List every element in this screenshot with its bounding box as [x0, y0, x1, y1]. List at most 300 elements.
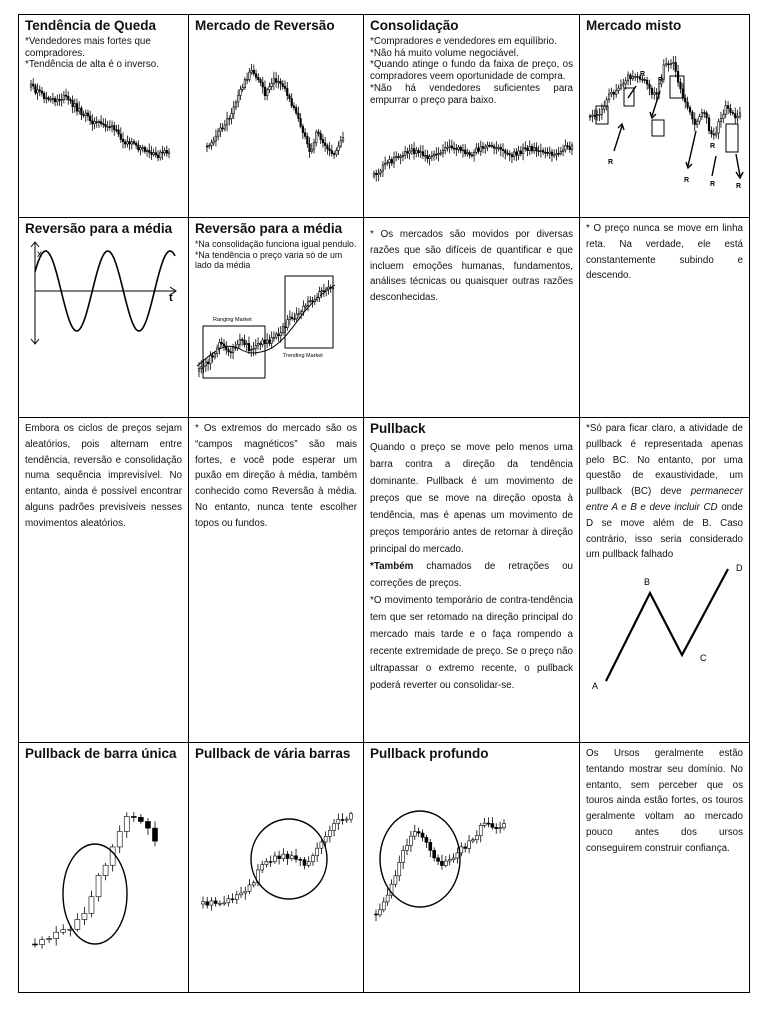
candle-body	[56, 99, 58, 101]
candle-body	[739, 113, 741, 116]
candle-body	[601, 109, 603, 114]
cell-pullback-varias	[189, 743, 364, 993]
candle-body	[350, 814, 353, 819]
candle-body	[402, 156, 404, 157]
candle-body	[480, 147, 482, 152]
candle-body	[65, 95, 67, 96]
candle-body	[265, 861, 268, 864]
candle-body	[111, 125, 113, 126]
downtrend-chart	[25, 71, 175, 191]
candle-body	[442, 151, 444, 154]
candle-body	[232, 347, 234, 352]
candle-body	[124, 816, 129, 831]
candle-body	[105, 124, 107, 126]
candle-body	[39, 90, 41, 91]
candle-body	[433, 850, 436, 857]
candle-body	[618, 88, 620, 90]
candle-body	[437, 858, 440, 861]
candle-body	[222, 128, 224, 129]
candle-body	[316, 848, 319, 855]
candle-body	[30, 84, 32, 87]
candle-body	[420, 152, 422, 153]
cell-title: Mercado de Reversão	[195, 18, 335, 33]
candle-body	[264, 87, 266, 96]
candle-body	[273, 79, 275, 84]
label-c: C	[700, 653, 707, 664]
candle-body	[433, 155, 435, 157]
point-label-r: R	[736, 183, 742, 190]
candle-body	[727, 106, 729, 109]
candle-body	[435, 155, 437, 156]
candle-body	[487, 146, 489, 148]
candle-body	[140, 148, 142, 150]
candle-body	[389, 160, 391, 163]
candle-body	[732, 113, 734, 114]
candle-body	[138, 817, 143, 821]
candle-body	[260, 343, 262, 344]
candle-body	[632, 76, 634, 78]
candle-body	[440, 861, 443, 865]
candle-body	[384, 164, 386, 166]
candle-body	[227, 899, 230, 903]
candle-body	[124, 142, 126, 144]
candle-body	[295, 108, 297, 113]
highlight-circle	[251, 819, 327, 899]
candle-body	[257, 343, 259, 345]
candle-body	[278, 333, 280, 335]
candle-body	[677, 71, 679, 82]
candle-body	[280, 81, 282, 84]
candle-body	[295, 856, 298, 860]
candle-body	[536, 148, 538, 151]
candle-body	[713, 134, 715, 135]
candle-body	[309, 144, 311, 152]
candle-body	[275, 333, 277, 336]
candle-body	[673, 63, 675, 64]
candle-body	[425, 837, 428, 842]
candle-body	[109, 126, 111, 127]
candle-body	[282, 84, 284, 87]
candle-body	[127, 141, 129, 143]
candle-body	[231, 114, 233, 119]
candle-body	[219, 342, 221, 348]
candle-body	[269, 861, 272, 862]
candle-body	[520, 151, 522, 154]
candle-body	[527, 148, 529, 151]
text: chamados de retrações ou correções de preços.	[370, 561, 573, 589]
candle-body	[96, 121, 98, 122]
candle-body	[540, 151, 542, 152]
candle-body	[703, 113, 705, 114]
candle-body	[253, 70, 255, 73]
candle-body	[85, 113, 87, 115]
candle-body	[266, 90, 268, 96]
candle-body	[41, 91, 43, 93]
point-label-r: R	[710, 143, 716, 150]
candle-body	[221, 342, 223, 344]
candle-body	[378, 910, 381, 915]
candle-body	[327, 146, 329, 149]
candle-body	[244, 340, 246, 345]
candle-body	[429, 842, 432, 850]
candle-body	[478, 148, 480, 151]
candle-body	[286, 854, 289, 858]
candle-body	[460, 148, 462, 151]
candle-body	[235, 347, 237, 348]
candle-body	[394, 876, 397, 884]
sine-wave-chart	[25, 239, 183, 349]
candle-body	[50, 99, 52, 100]
candle-body	[699, 117, 701, 121]
candle-body	[213, 141, 215, 143]
candle-body	[336, 150, 338, 154]
candle-body	[382, 902, 385, 910]
candle-body	[294, 318, 296, 319]
candle-body	[453, 148, 455, 149]
candle-body	[493, 147, 495, 149]
candle-body	[665, 64, 667, 65]
candle-body	[290, 856, 293, 859]
candle-body	[70, 99, 72, 100]
candle-body	[287, 319, 289, 327]
candle-body	[380, 171, 382, 173]
candle-body	[407, 152, 409, 154]
candle-body	[321, 290, 323, 291]
candlestick-series	[30, 78, 170, 161]
candle-body	[206, 902, 209, 905]
candle-body	[730, 108, 732, 112]
candle-body	[345, 819, 348, 820]
paragraph	[586, 421, 743, 563]
cell-ursos	[580, 743, 750, 993]
candle-body	[413, 149, 415, 154]
candle-body	[32, 84, 34, 86]
candle-body	[409, 836, 412, 845]
candle-body	[737, 116, 739, 118]
candle-body	[284, 86, 286, 88]
candle-body	[511, 155, 513, 157]
candle-body	[43, 93, 45, 98]
candle-body	[78, 108, 80, 111]
candle-body	[129, 141, 131, 143]
candle-body	[482, 147, 484, 149]
cell-pullback	[364, 418, 580, 743]
candle-body	[504, 151, 506, 154]
text: *Só para ficar claro, a atividade de pullback é representada apenas pelo BC. No entanto, por uma questão de exaustividade, um pullback (BC) deve	[586, 423, 743, 498]
candle-body	[611, 92, 613, 94]
candle-body	[373, 174, 375, 177]
candle-body	[444, 861, 447, 866]
candle-body	[208, 145, 210, 146]
candle-body	[241, 339, 243, 340]
candle-body	[706, 113, 708, 118]
candle-body	[444, 148, 446, 151]
candle-body	[255, 345, 257, 348]
candlestick-series	[589, 56, 741, 140]
candle-body	[205, 362, 207, 366]
candle-body	[74, 103, 76, 106]
candle-body	[271, 83, 273, 86]
cell-title: Reversão para a média	[25, 221, 173, 236]
candle-body	[725, 106, 727, 115]
cell-mercado-reversao	[189, 15, 364, 218]
candle-body	[210, 355, 212, 363]
candle-body	[315, 132, 317, 143]
paragraph: * O preço nunca se move em linha reta. Na verdade, ele está constantemente subindo e descendo.	[586, 223, 743, 282]
candle-body	[386, 895, 389, 902]
candle-body	[456, 853, 459, 858]
candle-body	[235, 895, 238, 900]
candle-body	[138, 145, 140, 150]
candle-body	[107, 126, 109, 127]
candle-body	[422, 152, 424, 156]
candle-body	[162, 152, 164, 153]
candle-body	[720, 119, 722, 122]
candle-body	[495, 827, 498, 828]
candle-body	[513, 152, 515, 157]
cell-extremos-mercado	[189, 418, 364, 743]
candle-body	[475, 836, 478, 840]
candle-body	[599, 114, 601, 115]
candle-body	[507, 153, 509, 154]
candle-body	[418, 151, 420, 154]
candle-body	[291, 99, 293, 106]
candle-body	[330, 287, 332, 288]
candle-body	[225, 346, 227, 350]
candle-body	[155, 152, 157, 154]
candle-body	[332, 287, 334, 288]
candle-body	[61, 99, 63, 100]
candle-body	[333, 823, 336, 830]
candle-body	[429, 157, 431, 159]
candle-body	[529, 147, 531, 151]
market-types-table	[18, 14, 750, 993]
candle-body	[687, 102, 689, 107]
highlight-circle	[63, 844, 127, 944]
candle-body	[556, 154, 558, 155]
candle-body	[484, 147, 486, 148]
candle-body	[689, 108, 691, 113]
candle-body	[338, 146, 340, 150]
candle-body	[496, 148, 498, 149]
candle-body	[684, 98, 686, 102]
candle-body	[246, 79, 248, 80]
cell-pullback-profundo	[364, 743, 580, 993]
candle-body	[226, 119, 228, 125]
candle-body	[131, 142, 133, 144]
candle-body	[145, 821, 150, 828]
candle-body	[215, 136, 217, 141]
candle-body	[471, 840, 474, 841]
candle-body	[164, 150, 166, 152]
candlestick-series	[375, 817, 506, 921]
candle-body	[447, 148, 449, 149]
candle-body	[594, 115, 596, 116]
candle-body	[452, 858, 455, 860]
candle-body	[224, 125, 226, 129]
candle-body	[37, 90, 39, 93]
candle-body	[518, 151, 520, 155]
candle-body	[718, 122, 720, 133]
candle-body	[589, 116, 591, 117]
candle-body	[246, 343, 248, 344]
candle-body	[216, 347, 218, 353]
candle-body	[302, 126, 304, 132]
candle-body	[168, 152, 170, 153]
candle-body	[59, 99, 61, 100]
candle-body	[522, 148, 524, 154]
candle-body	[711, 131, 713, 134]
trending-label: Trending Market	[283, 352, 323, 359]
candle-body	[531, 147, 533, 152]
candle-body	[67, 96, 69, 99]
candle-body	[467, 153, 469, 154]
candle-body	[533, 148, 535, 151]
abcd-line	[606, 569, 728, 681]
label-d: D	[736, 563, 743, 574]
candle-body	[244, 80, 246, 88]
candle-body	[651, 88, 653, 94]
candle-body	[312, 300, 314, 301]
candle-body	[387, 163, 389, 164]
candle-body	[83, 114, 85, 115]
candle-body	[303, 306, 305, 312]
candle-body	[649, 84, 651, 88]
candle-body	[298, 113, 300, 119]
candle-body	[473, 153, 475, 156]
candle-body	[157, 155, 159, 158]
candle-body	[483, 823, 486, 825]
candlestick-series	[373, 140, 573, 182]
candle-body	[313, 143, 315, 149]
candle-body	[282, 854, 285, 859]
candle-body	[400, 156, 402, 157]
candle-body	[458, 148, 460, 150]
candle-body	[120, 134, 122, 139]
candle-body	[499, 828, 502, 829]
candle-body	[319, 291, 321, 297]
candle-body	[341, 819, 344, 820]
candle-body	[242, 88, 244, 90]
candle-body	[424, 156, 426, 157]
candle-body	[52, 98, 54, 99]
candle-body	[398, 157, 400, 158]
candle-body	[456, 149, 458, 150]
candle-body	[320, 133, 322, 139]
cell-preco-linha-reta	[580, 218, 750, 418]
comparison-sheet	[18, 14, 749, 992]
candle-body	[146, 150, 148, 151]
candle-body	[269, 87, 271, 90]
candle-body	[228, 119, 230, 120]
candle-body	[231, 899, 234, 900]
candle-body	[198, 368, 200, 371]
candle-body	[382, 165, 384, 171]
candle-body	[549, 152, 551, 153]
candle-body	[509, 154, 511, 155]
note: *Tendência de alta é o inverso.	[25, 59, 159, 71]
candle-body	[82, 913, 87, 919]
candle-body	[291, 317, 293, 318]
candle-body	[131, 816, 136, 817]
label-a: A	[592, 681, 599, 692]
candle-body	[342, 137, 344, 141]
candle-body	[151, 152, 153, 154]
candle-body	[411, 149, 413, 151]
cell-ciclos-precos	[19, 418, 189, 743]
candle-body	[625, 81, 627, 84]
cell-title: Pullback	[370, 421, 426, 436]
candle-body	[289, 96, 291, 99]
candle-body	[303, 860, 306, 866]
candle-body	[328, 830, 331, 836]
candle-body	[153, 152, 155, 154]
candle-body	[98, 121, 100, 122]
cell-reversao-media-sine	[19, 218, 189, 418]
candle-body	[233, 107, 235, 114]
candle-body	[153, 828, 158, 841]
candle-body	[251, 70, 253, 72]
candle-body	[264, 340, 266, 344]
candle-body	[94, 121, 96, 123]
paragraph: * Os extremos do mercado são os “campos magnéticos” são mais fortes, e você pode esperar um puxão em direção à média, também conhecido como Reversão à média. No entanto, nunca tente escolher topos ou fundos.	[195, 423, 357, 529]
candle-body	[375, 914, 378, 915]
paragraph: Os Ursos geralmente estão tentando mostrar seu domínio. No entanto, sem perceber que os touros ainda estão fortes, os touros geralmente voltam ao mercado pouco antes dos ursos conseguirem construir confiança.	[586, 748, 743, 854]
candle-body	[413, 832, 416, 837]
candle-body	[280, 332, 282, 335]
candle-body	[498, 148, 500, 149]
note: *Na tendência o preço varia só de um lado da média	[195, 249, 343, 270]
candle-body	[314, 299, 316, 301]
candle-body	[309, 300, 311, 301]
candle-body	[262, 340, 264, 344]
candle-body	[239, 339, 241, 344]
candle-body	[122, 139, 124, 141]
bold-lead: *Também	[370, 561, 414, 572]
note: *Compradores e vendedores em equilíbrio.	[370, 36, 557, 47]
candle-body	[393, 158, 395, 164]
candle-body	[560, 152, 562, 154]
candle-body	[305, 305, 307, 306]
candle-body	[289, 317, 291, 319]
candle-body	[300, 119, 302, 127]
candle-body	[427, 156, 429, 159]
candle-body	[237, 95, 239, 102]
candle-body	[278, 856, 281, 859]
candle-body	[696, 121, 698, 124]
candle-body	[166, 150, 168, 153]
candle-body	[316, 297, 318, 299]
candle-body	[228, 349, 230, 351]
candle-body	[148, 150, 150, 152]
cell-pullback-bc	[580, 418, 750, 743]
candle-body	[257, 77, 259, 79]
candle-body	[603, 106, 605, 109]
candle-body	[663, 65, 665, 79]
candle-body	[72, 100, 74, 106]
cell-title: Pullback profundo	[370, 746, 489, 761]
candle-body	[100, 121, 102, 123]
candle-body	[142, 147, 144, 148]
candle-body	[47, 939, 52, 940]
candle-body	[471, 155, 473, 156]
candle-body	[567, 146, 569, 147]
candle-body	[87, 113, 89, 116]
candle-body	[608, 94, 610, 100]
candle-body	[734, 114, 736, 118]
candle-body	[220, 128, 222, 131]
candle-body	[249, 72, 251, 79]
